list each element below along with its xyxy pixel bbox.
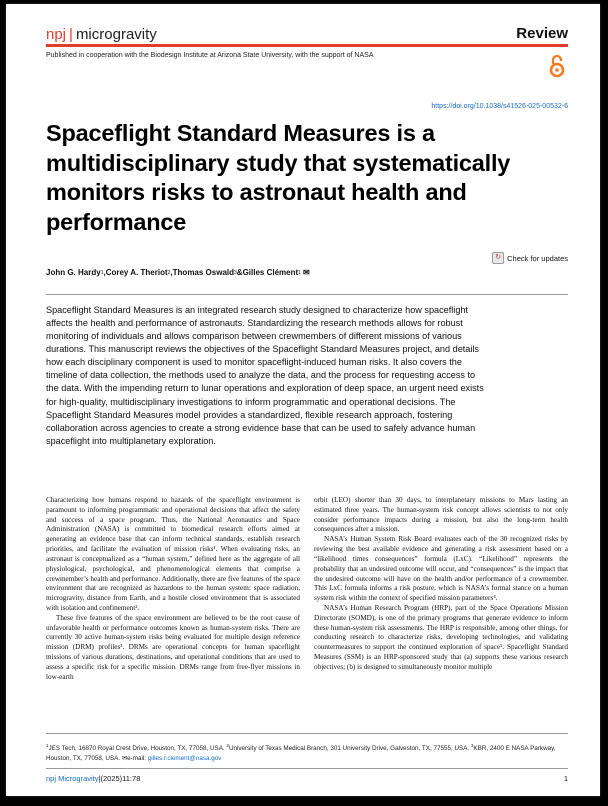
author-separator: , bbox=[103, 268, 106, 277]
check-for-updates-button[interactable] bbox=[492, 252, 568, 264]
author-name[interactable]: Gilles Clément bbox=[242, 268, 299, 277]
article-title: Spaceflight Standard Measures is a multidisciplinary study that systematically monitors risks to astronaut health and performance bbox=[46, 120, 511, 235]
mail-icon: ✉ bbox=[121, 755, 128, 763]
article-page bbox=[6, 4, 600, 796]
affiliation-number: 3 bbox=[470, 743, 474, 748]
body-paragraph: orbit (LEO) shorter than 30 days, to interplanetary missions to Mars lasting an estimated three years. The human-system risk concept allows scientists to not only consider performance impacts during a mission, but also the long-term health consequences after a mission. bbox=[314, 496, 568, 534]
body-column-left bbox=[46, 496, 300, 682]
check-updates-icon: ↻ bbox=[492, 252, 504, 264]
affiliation-text: JES Tech, 16870 Royal Crest Drive, Houston, TX, 77058, USA. bbox=[48, 745, 225, 753]
author-affiliation: 1 bbox=[298, 269, 301, 276]
doi-link[interactable]: https://doi.org/10.1038/s41526-025-00532-6 bbox=[431, 103, 568, 110]
abstract: Spaceflight Standard Measures is an integrated research study designed to characterize how spaceflight affects the health and performance of astronauts. Standardizing the research methods allows for robust monitoring of individuals and allows comparison between crewmembers of different missions of various durations. This manuscript reviews the objectives of the Spaceflight Standard Measures project, and details how each disciplinary component is used to monitor spaceflight-induced human risks. It also covers the timeline of data collection, the methods used to analyze the data, and the process for requesting access to the data. With the impending return to lunar operations and exploration of deep space, an urgent need exists for high-quality, multidisciplinary investigations to inform programmatic and operational decisions. The Spaceflight Standard Measures model provides a standardized, flexible research approach, fostering collaboration across agencies to create a strong evidence base that can be used to safely advance human spaceflight into multiplanetary exploration. bbox=[46, 305, 484, 446]
affiliation-number: 1 bbox=[46, 743, 49, 748]
body-paragraph: Characterizing how humans respond to hazards of the spaceflight environment is paramount to informing programmatic and operational decisions that affect the safety and success of a space program. Thus, the National Aeronautics and Space Administration (NASA) is committed to biomedical research efforts aimed at generating an evidence base that can inform technical standards, establish research priorities, and facilitate the evaluation of mission risks¹. When evaluating risks, an astronaut is conceptualized as a “human system,” defined here as the aggregate of all physiological, psychological, and phenomenological elements that comprise a crewmember’s health and performance. Additionally, there are five features of the space environment that are recognized as hazardous to the human system: space radiation, microgravity, distance from Earth, and a hostile closed environment that is associated with isolation and confinement². bbox=[46, 496, 300, 612]
footer-separator: | bbox=[98, 774, 101, 783]
author-name[interactable]: Thomas Oswald bbox=[172, 268, 235, 277]
body-paragraph: NASA’s Human Research Program (HRP), part of the Space Operations Mission Directorate (SOMD), is one of the primary programs that generate evidence to inform these human-system risk assessments. The HRP is responsible, among other things, for conducting research to characterize risks, developing technologies, and validating countermeasures to support the continued exploration of space⁵. Spaceflight Standard Measures (SSM) is an HRP-sponsored study that (a) supports these various research objectives; (b) is designed to simultaneously monitor multiple bbox=[314, 603, 568, 671]
affiliation-number: 2 bbox=[226, 743, 229, 748]
abstract-top-rule bbox=[46, 294, 568, 295]
body-paragraph: NASA’s Human System Risk Board evaluates each of the 30 recognized risks by reviewing the best available evidence and generating a risk assessment based on a “likelihood times consequences” formula (LxC). “Likelihood” represents the probability that an undesired outcome will occur, and “consequences” is the impact that the undesired outcome will have on the health and/or performance of a crewmember. This LxC formula informs a risk posture, which is NASA’s formal stance on a human system risk within the context of specified mission parameters⁴. bbox=[314, 535, 568, 603]
published-note: Published in cooperation with the Biodesign Institute at Arizona State University, with the support of NASA bbox=[46, 52, 374, 59]
affiliation-text: University of Texas Medical Branch, 301 University Drive, Galveston, TX, 77555, USA. bbox=[228, 745, 470, 753]
author-affiliation: 2 bbox=[167, 269, 171, 276]
body-column-right bbox=[314, 496, 568, 673]
check-updates-label: Check for updates bbox=[507, 253, 568, 263]
header-divider bbox=[46, 44, 568, 47]
page-number: 1 bbox=[563, 774, 568, 783]
footer-rule bbox=[46, 768, 568, 769]
mail-icon[interactable]: ✉ bbox=[302, 268, 310, 277]
footer-volume: (2025)11:78 bbox=[100, 774, 141, 783]
author-separator: & bbox=[236, 268, 243, 277]
page-footer bbox=[46, 774, 140, 783]
affiliation-text: KBR, 2400 E NASA Parkway, Houston, TX, 77058, USA. bbox=[46, 745, 556, 763]
author-affiliation: 1 bbox=[100, 269, 104, 276]
open-access-icon bbox=[548, 54, 566, 78]
footnote-rule bbox=[46, 733, 568, 734]
author-name[interactable]: Corey A. Theriot bbox=[105, 268, 168, 277]
journal-header bbox=[46, 26, 157, 43]
body-paragraph: These five features of the space environment are believed to be the root cause of unfavorable health or performance outcomes known as human-system risks. There are currently 30 active human-system risks being evaluated for multiple design reference mission (DRM) profiles³. DRMs are operational concepts for human spaceflight missions of various durations, destinations, and operational conditions that are used to assess a specific risk for a specific mission. DRMs range from free-flyer missions in low-earth bbox=[46, 613, 300, 681]
author-affiliation: 3 bbox=[234, 269, 237, 276]
footer-journal[interactable]: npj Microgravity bbox=[46, 774, 99, 783]
email-label: e-mail: bbox=[127, 755, 147, 763]
journal-name: microgravity bbox=[75, 26, 157, 43]
header-separator: | bbox=[69, 26, 73, 43]
author-name[interactable]: John G. Hardy bbox=[46, 268, 101, 277]
author-separator: , bbox=[170, 268, 173, 277]
journal-prefix: npj bbox=[46, 26, 67, 43]
author-list bbox=[46, 268, 310, 277]
email-link[interactable]: gilles.r.clement@nasa.gov bbox=[147, 755, 222, 763]
article-type: Review bbox=[516, 25, 568, 42]
affiliations-footnote bbox=[46, 741, 570, 764]
